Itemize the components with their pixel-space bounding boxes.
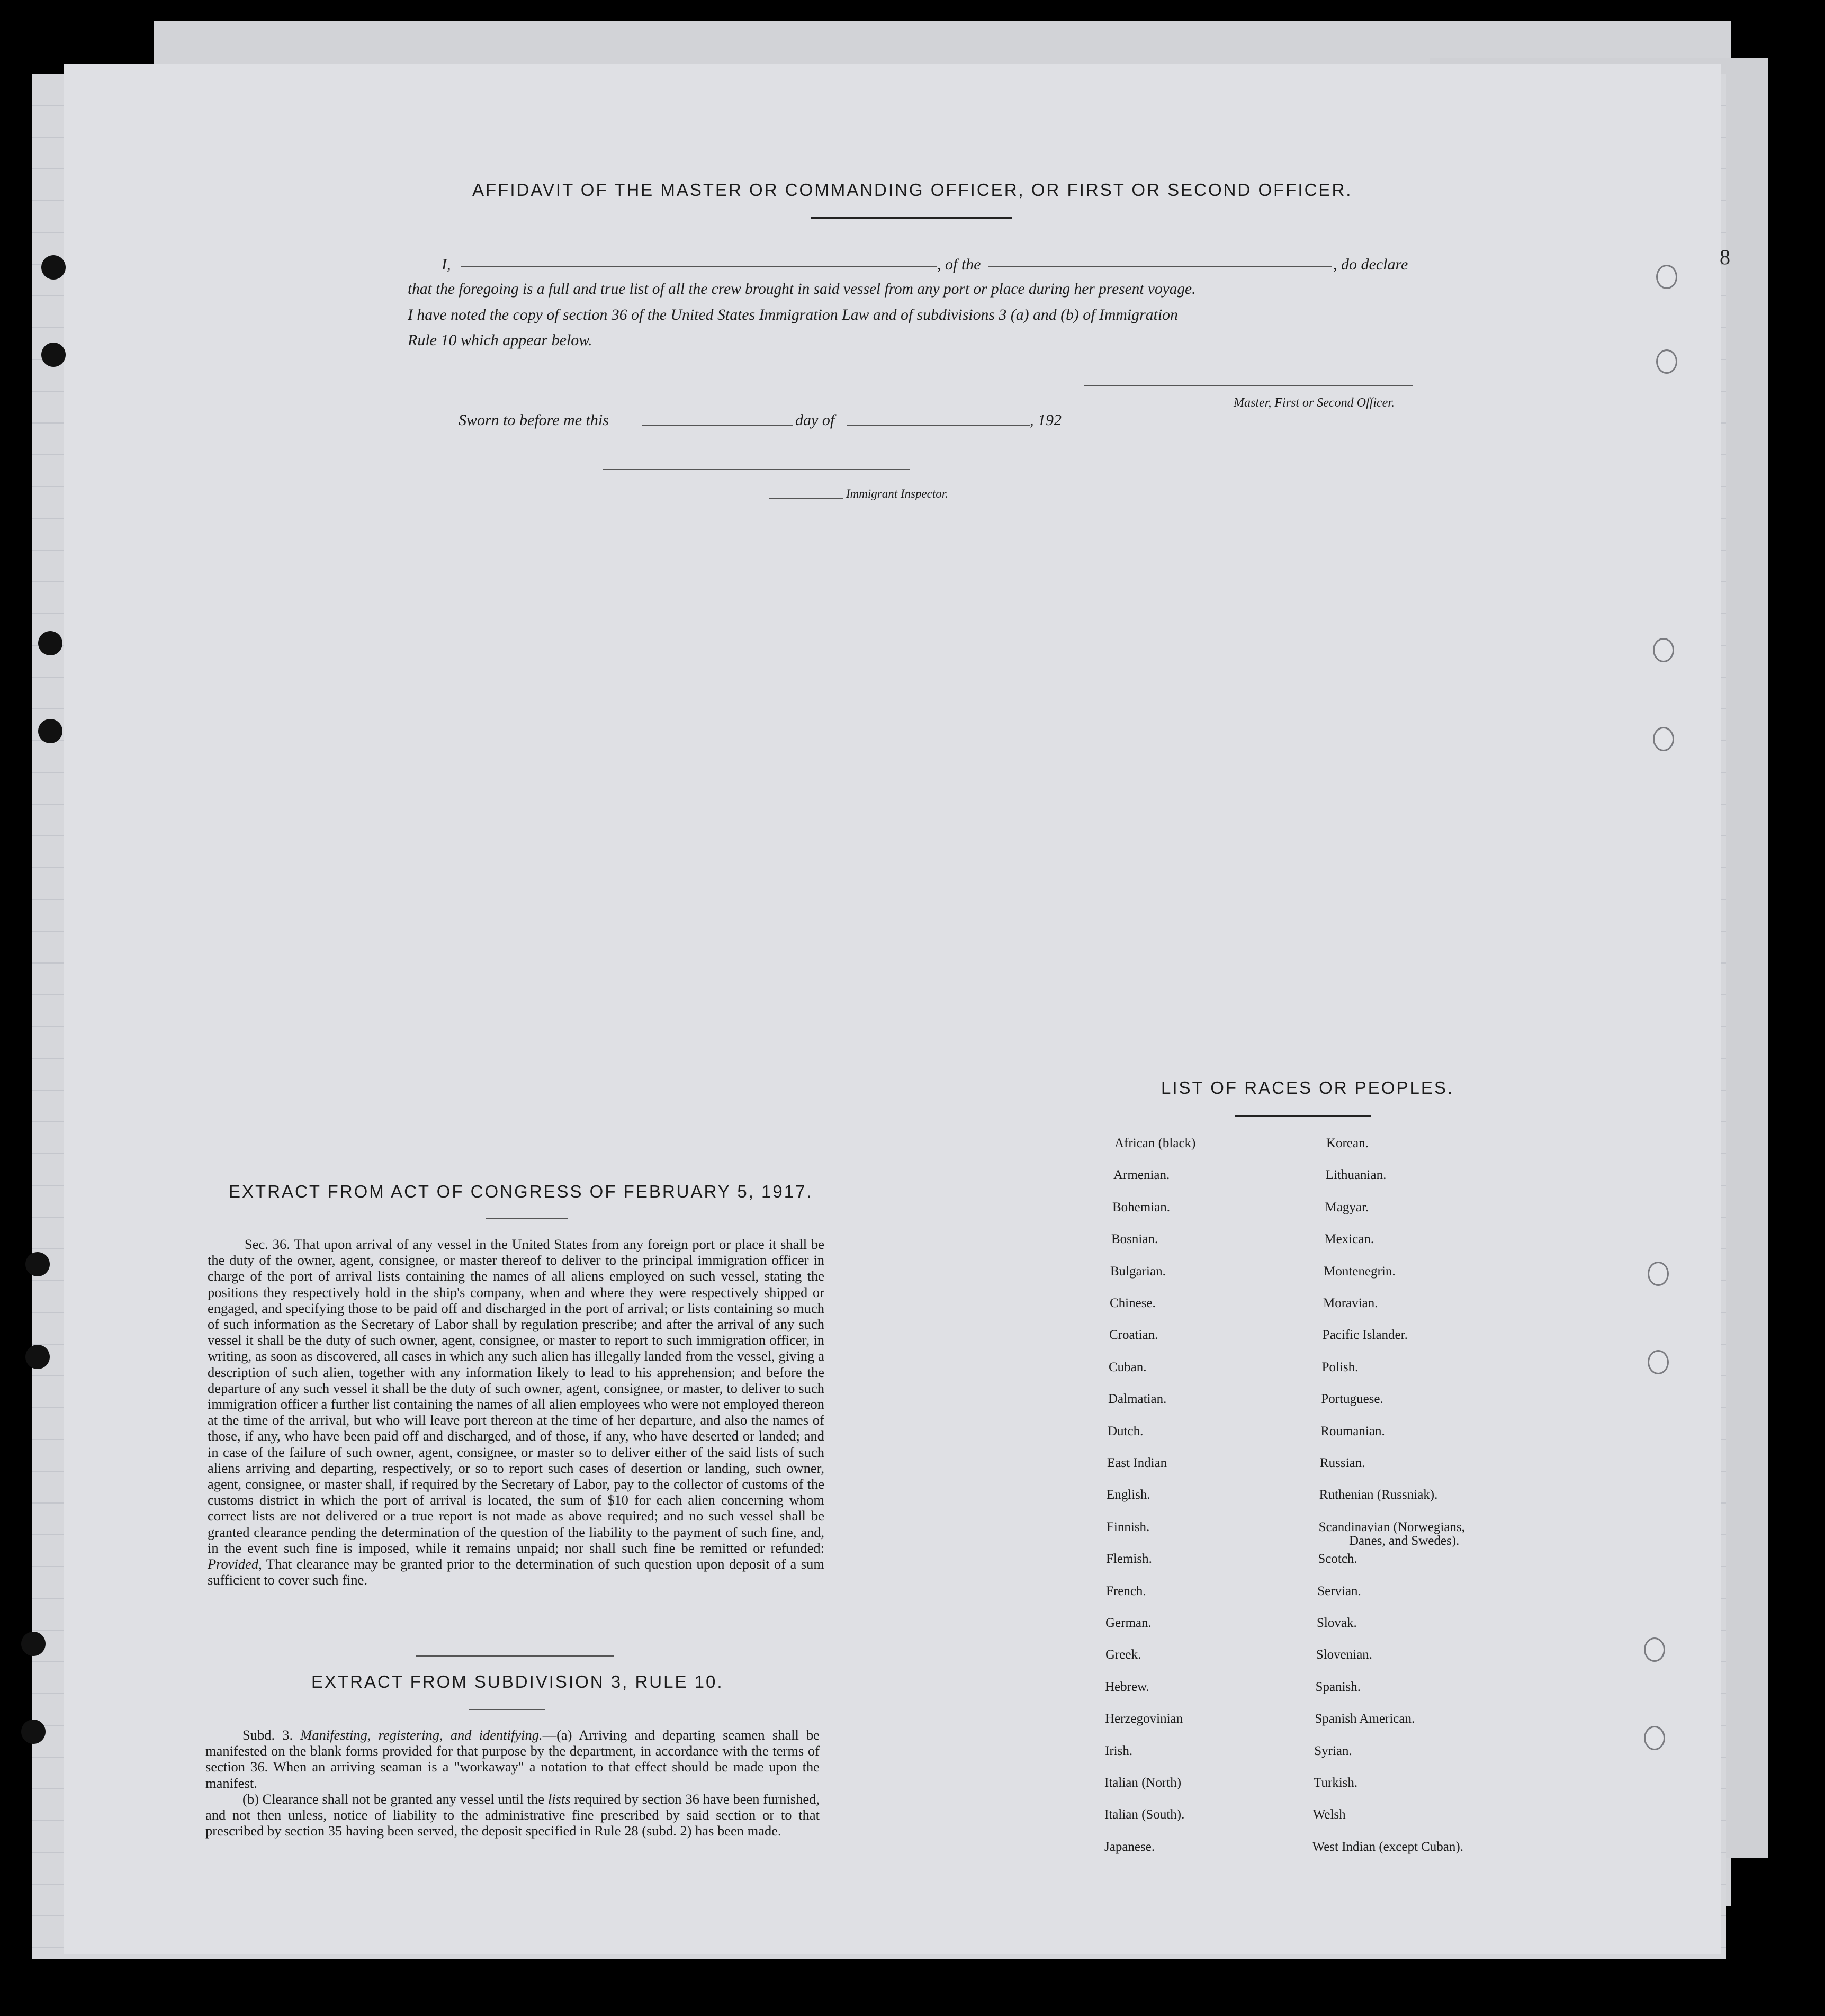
race-item-right: Roumanian. [1320, 1424, 1385, 1438]
affidavit-title-rule [811, 217, 1012, 219]
races-title: LIST OF RACES OR PEOPLES. [1161, 1078, 1454, 1097]
race-item-right: Welsh [1312, 1807, 1346, 1822]
rule-title-rule [469, 1709, 545, 1710]
affidavit-i-label: I, [442, 256, 451, 273]
race-item-left: Irish. [1105, 1743, 1133, 1758]
race-item-left: Herzegovinian [1105, 1712, 1183, 1726]
race-item-left: Croatian. [1109, 1328, 1158, 1343]
race-item-right: Spanish American. [1315, 1712, 1415, 1726]
race-item-right: Slovak. [1317, 1616, 1357, 1630]
race-item-right: West Indian (except Cuban). [1312, 1839, 1463, 1854]
race-item-right: Montenegrin. [1324, 1264, 1396, 1279]
race-item-right: Ruthenian (Russniak). [1319, 1488, 1438, 1502]
vessel-blank-line [988, 266, 1332, 267]
signature-line [1084, 385, 1413, 386]
race-item-left: English. [1107, 1488, 1150, 1502]
sworn-day-blank [642, 425, 793, 426]
binder-ring [1656, 265, 1677, 289]
race-item-right: Slovenian. [1316, 1648, 1373, 1662]
binder-hole [38, 631, 62, 655]
race-item-left: Italian (South). [1104, 1807, 1185, 1822]
affidavit-of-the-label: , of the [937, 256, 981, 273]
act-text-pre: Sec. 36. That upon arrival of any vessel in the United States from any foreign port or place it shall be the duty of the owner, agent, consignee, or master thereof to deliver to the principal immigration officer in charge of the port of arrival lists containing the names of all aliens employed on such vessel, stating the positions they respectively hold in the ship's company, when and where they were respectively shipped or engaged, and specifying those to be paid off and discharged in the port of arrival; or lists containing so much of such information as the Secretary of Labor shall by regulation prescribe; and after the arrival of any such vessel it shall be the duty of such owner, agent, consignee, or master to report to such immigration officer, in writing, as soon as discovered, all cases in which any such alien has illegally landed from the vessel, giving a description of such alien, together with any information likely to lead to his apprehension; and before the departure of any such vessel it shall be the duty of such owner, agent, consignee, or master, to deliver to such immigration officer a further list containing the names of all alien employees who were not employed thereon at the time of the arrival, but who will leave port thereon at the time of her departure, and also the names of those, if any, who have been paid off and discharged, and of those, if any, who have deserted or landed; and in case of the failure of such owner, agent, consignee, or master so to deliver either of the said lists of such aliens arriving and departing, respectively, or so to report such cases of desertion or landing, such owner, agent, consignee, or master shall, if required by the Secretary of Labor, pay to the collector of customs of the customs district in which the port of arrival is located, the sum of $10 for each alien concerning whom correct lists are not delivered or a true report is not made as above required; and no such vessel shall be granted clearance pending the determination of the question of the liability to the payment of such fine, and, in the event such fine is imposed, while it remains unpaid; nor shall such fine be remitted or refunded: [208, 1236, 824, 1556]
edge-page-number: 8 [1720, 245, 1730, 269]
binder-hole [21, 1720, 46, 1744]
race-item-right: Portuguese. [1321, 1392, 1383, 1407]
race-item-left: Chinese. [1110, 1296, 1156, 1310]
section-divider [416, 1655, 614, 1657]
race-item-left: Cuban. [1109, 1360, 1147, 1374]
name-blank-line [461, 266, 937, 267]
sworn-text: Sworn to before me this [459, 411, 609, 429]
race-item-right: Magyar. [1325, 1200, 1369, 1214]
affidavit-title: AFFIDAVIT OF THE MASTER OR COMMANDING OFFICER, OR FIRST OR SECOND OFFICER. [472, 180, 1353, 200]
race-item-left: Dutch. [1108, 1424, 1144, 1438]
race-item-right: Syrian. [1314, 1743, 1352, 1758]
race-item-left: Finnish. [1107, 1519, 1150, 1534]
binder-ring [1648, 1262, 1669, 1286]
binder-ring [1653, 727, 1674, 751]
race-item-left: Flemish. [1106, 1552, 1152, 1567]
race-item-scandinavian-cont: Danes, and Swedes). [1349, 1534, 1460, 1548]
inspector-caption: Immigrant Inspector. [846, 487, 948, 500]
binder-hole [25, 1252, 50, 1276]
act-text-provided: Provided, [208, 1556, 262, 1572]
affidavit-body-line-2: I have noted the copy of section 36 of the United States Immigration Law and of subdivisions 3 (a) and (b) of Immigration [408, 306, 1178, 323]
race-item-left: German. [1105, 1616, 1152, 1630]
act-title-rule [486, 1218, 568, 1219]
race-item-left: East Indian [1107, 1456, 1167, 1470]
act-extract-title: EXTRACT FROM ACT OF CONGRESS OF FEBRUARY 5, 1917. [229, 1182, 813, 1201]
binder-ring [1648, 1350, 1669, 1374]
race-item-left: French. [1106, 1583, 1146, 1598]
sworn-year: , 192 [1030, 411, 1062, 429]
inspector-dotted-line [769, 498, 843, 499]
binder-ring [1653, 638, 1674, 662]
race-item-left: Hebrew. [1105, 1679, 1149, 1694]
rule-para-b-start: (b) Clearance shall not be granted any vessel until the [242, 1791, 545, 1807]
rule-para-b-end: required by section 36 have been furnished, and not then unless, notice of liability to the administrative fine prescribed by said section or to that prescribed by section 35 having been served, the deposit specified in Rule 28 (subd. 2) has been made. [205, 1791, 820, 1839]
binder-ring [1656, 349, 1677, 374]
race-item-right: Lithuanian. [1325, 1168, 1387, 1183]
race-item-left: African (black) [1114, 1136, 1196, 1150]
binder-hole [41, 255, 66, 280]
race-item-left: Bulgarian. [1110, 1264, 1166, 1279]
race-item-right: Russian. [1320, 1456, 1365, 1470]
race-item-right: Turkish. [1314, 1776, 1358, 1790]
race-item-left: Greek. [1105, 1648, 1141, 1662]
binder-ring [1644, 1637, 1665, 1662]
race-item-right: Servian. [1317, 1583, 1361, 1598]
race-item-left: Bosnian. [1111, 1232, 1158, 1247]
race-item-left: Italian (North) [1104, 1776, 1182, 1790]
race-item-right: Moravian. [1323, 1296, 1378, 1310]
race-item-left: Bohemian. [1112, 1200, 1171, 1214]
affidavit-body-line-1: that the foregoing is a full and true list of all the crew brought in said vessel from any port or place during her present voyage. [408, 281, 1196, 298]
race-item-right: Spanish. [1315, 1679, 1361, 1694]
races-title-rule [1235, 1115, 1371, 1117]
rule-para-a: —(a) Arriving and departing seamen shall be manifested on the blank forms provided for that purpose by the department, in accordance with the terms of section 36. When an arriving seaman is a "workaway" a notation to that effect should be made upon the manifest. [205, 1727, 820, 1791]
act-section-36-text [208, 1236, 824, 1588]
rule-para-b-lists: lists [547, 1791, 571, 1807]
rule-subd-heading: Manifesting, registering, and identifying. [300, 1727, 543, 1743]
act-text-post: That clearance may be granted prior to the determination of such question upon deposit of a sum sufficient to cover such fine. [208, 1556, 824, 1588]
race-item-left: Armenian. [1113, 1168, 1170, 1183]
binder-hole [25, 1345, 50, 1369]
race-item-left: Dalmatian. [1108, 1392, 1167, 1407]
affidavit-declare-label: , do declare [1333, 256, 1408, 273]
binder-hole [38, 719, 62, 743]
binder-hole [21, 1632, 46, 1656]
sworn-month-blank [847, 425, 1030, 426]
rule-extract-title: EXTRACT FROM SUBDIVISION 3, RULE 10. [311, 1672, 724, 1691]
race-item-right: Pacific Islander. [1322, 1328, 1408, 1343]
race-item-right: Mexican. [1324, 1232, 1374, 1247]
affidavit-body-line-3: Rule 10 which appear below. [408, 331, 592, 349]
signature-caption: Master, First or Second Officer. [1234, 396, 1395, 410]
binder-ring [1644, 1726, 1665, 1750]
rule-subd-label: Subd. 3. [242, 1727, 293, 1743]
form-sheet [64, 64, 1721, 1954]
sworn-day-of: day of [795, 411, 835, 429]
race-item-right: Polish. [1321, 1360, 1359, 1374]
race-item-right: Scandinavian (Norwegians, [1318, 1519, 1465, 1534]
race-item-left: Japanese. [1104, 1839, 1155, 1854]
rule-subdivision-a [205, 1727, 820, 1791]
inspector-signature-line [603, 469, 910, 470]
race-item-right: Korean. [1326, 1136, 1369, 1150]
race-item-right: Scotch. [1318, 1552, 1357, 1567]
binder-hole [41, 343, 66, 367]
rule-subdivision-b [205, 1791, 820, 1839]
